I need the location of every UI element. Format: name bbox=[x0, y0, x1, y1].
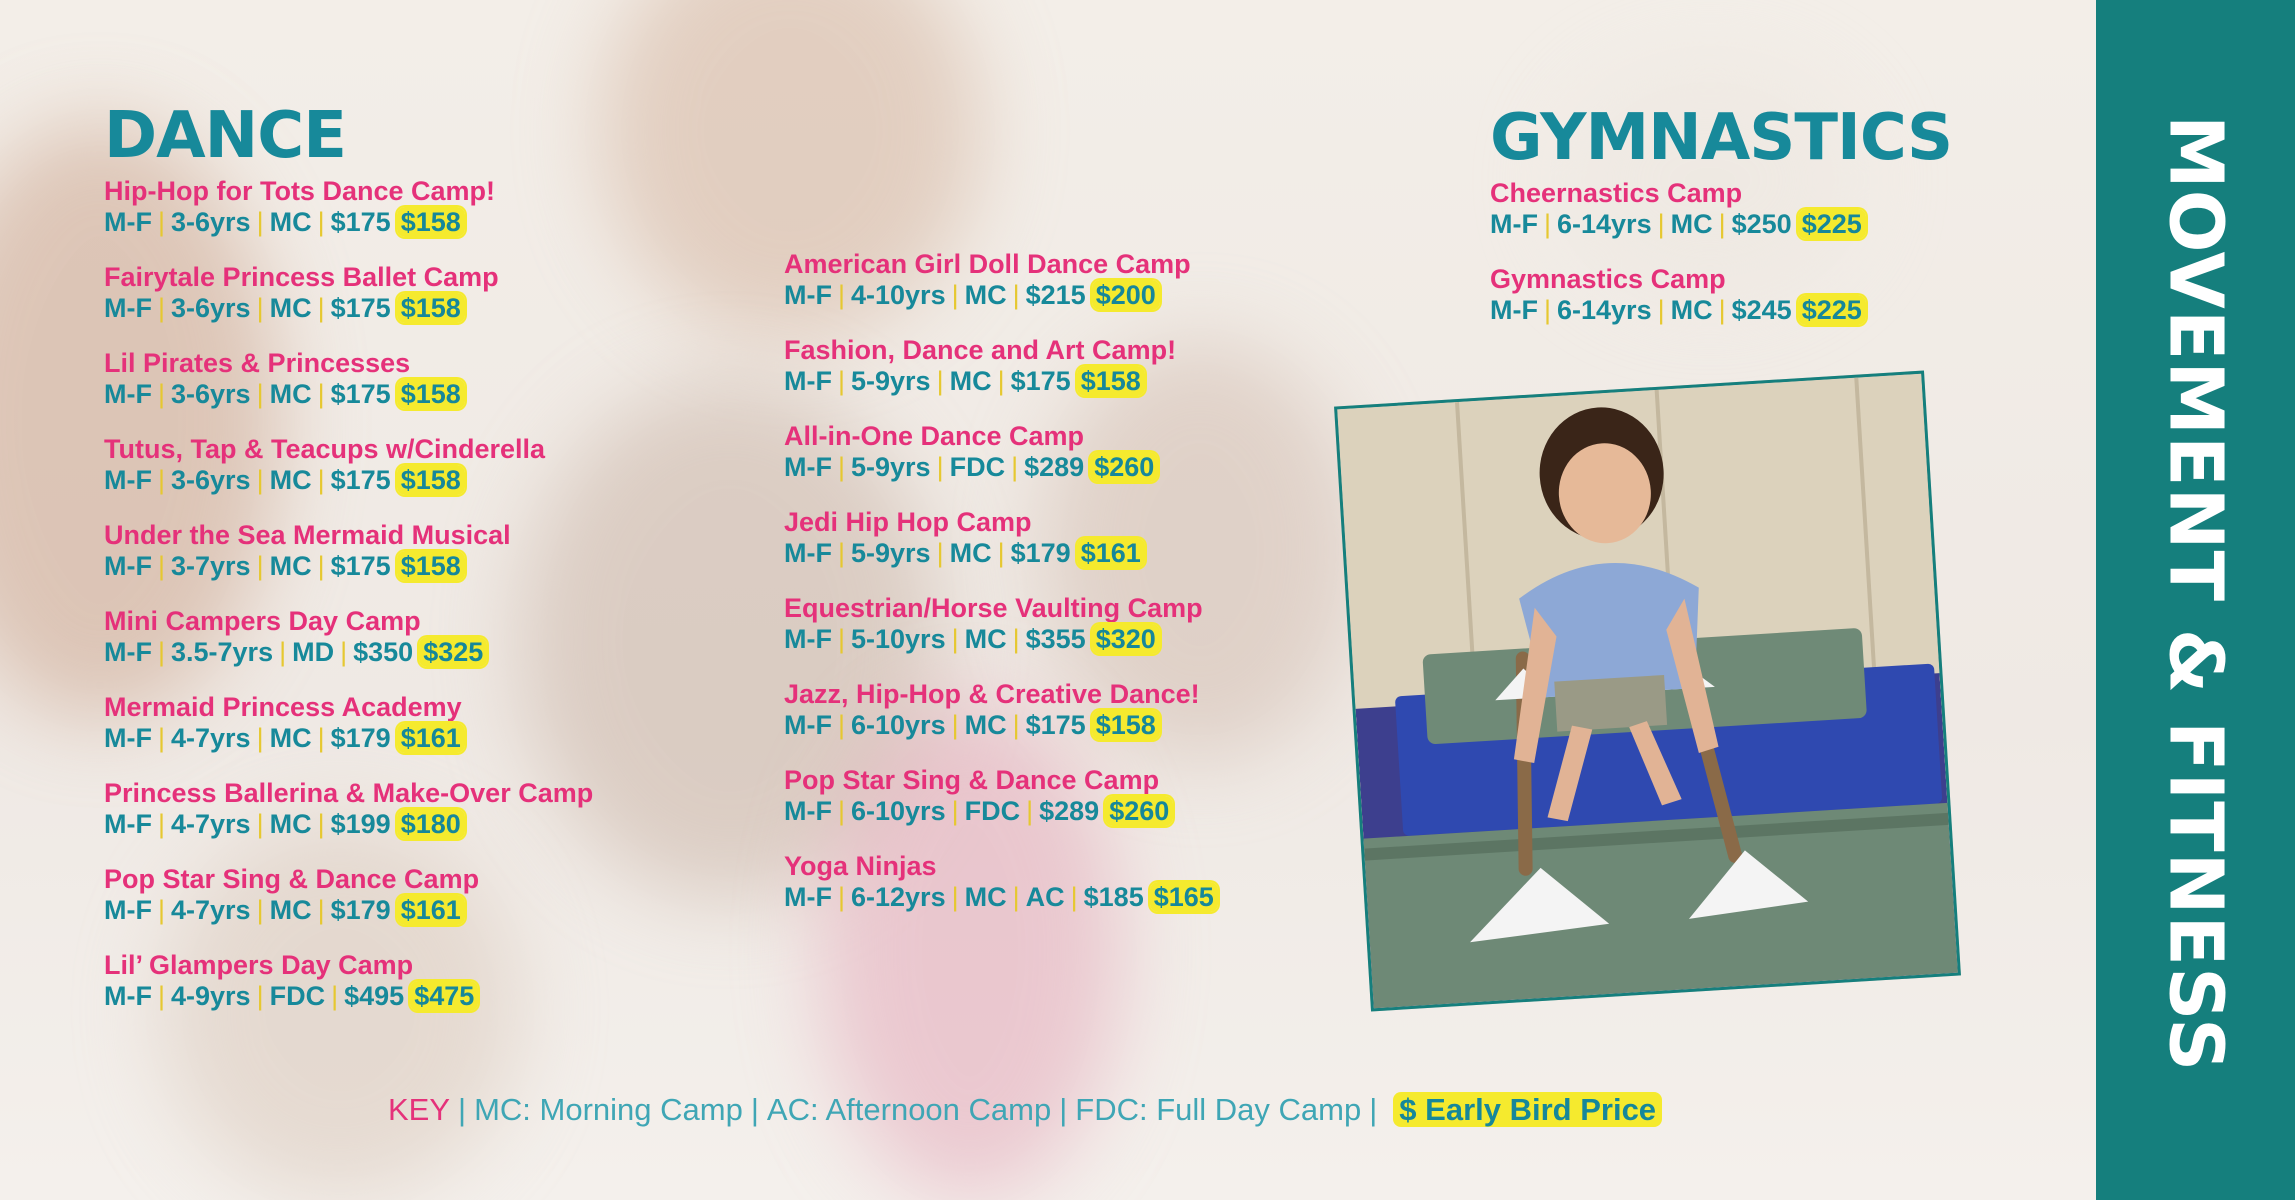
separator: | bbox=[256, 981, 264, 1011]
separator: | bbox=[157, 379, 165, 409]
camp-days: M-F bbox=[104, 207, 152, 237]
camp-details bbox=[784, 366, 1218, 397]
camp-days: M-F bbox=[104, 723, 152, 753]
camp-entry bbox=[104, 778, 593, 840]
separator: | bbox=[951, 882, 959, 912]
separator: | bbox=[157, 551, 165, 581]
separator: | bbox=[1718, 209, 1726, 239]
camp-entry bbox=[104, 864, 593, 926]
camp-days: M-F bbox=[784, 280, 832, 310]
dance-list-1 bbox=[104, 176, 593, 1012]
camp-price: $250 bbox=[1731, 209, 1792, 239]
camp-name: Jazz, Hip-Hop & Creative Dance! bbox=[784, 679, 1200, 709]
early-bird-price: $180 bbox=[397, 809, 465, 839]
camp-type: MC bbox=[949, 366, 992, 396]
camp-days: M-F bbox=[784, 624, 832, 654]
dance-column-2 bbox=[784, 249, 1218, 937]
separator: | bbox=[256, 723, 264, 753]
camp-name: Lil Pirates & Princesses bbox=[104, 348, 411, 378]
separator: | bbox=[1718, 295, 1726, 325]
camp-ages: 5-10yrs bbox=[851, 624, 946, 654]
camp-name: Tutus, Tap & Teacups w/Cinderella bbox=[104, 434, 546, 464]
separator: | bbox=[157, 293, 165, 323]
dance-heading: DANCE bbox=[104, 99, 346, 173]
separator: | bbox=[837, 710, 845, 740]
early-bird-price: $158 bbox=[397, 207, 465, 237]
camp-price: $215 bbox=[1025, 280, 1086, 310]
gymnastics-column bbox=[1490, 101, 1953, 350]
camp-ages: 3-6yrs bbox=[171, 465, 251, 495]
camp-entry bbox=[784, 679, 1218, 741]
camp-name: Pop Star Sing & Dance Camp bbox=[784, 765, 1160, 795]
camp-days: M-F bbox=[104, 981, 152, 1011]
camp-type: MC bbox=[269, 809, 312, 839]
gymnastics-photo bbox=[1334, 371, 1961, 1012]
camp-details bbox=[784, 538, 1218, 569]
camp-name: Fashion, Dance and Art Camp! bbox=[784, 335, 1177, 365]
separator: | bbox=[256, 895, 264, 925]
camp-name: All-in-One Dance Camp bbox=[784, 421, 1085, 451]
separator: | bbox=[157, 723, 165, 753]
gymnastics-heading: GYMNASTICS bbox=[1490, 101, 1953, 175]
early-bird-price: $325 bbox=[419, 637, 487, 667]
early-bird-price: $200 bbox=[1092, 280, 1160, 310]
early-bird-price: $260 bbox=[1090, 452, 1158, 482]
separator: | bbox=[157, 895, 165, 925]
separator: | bbox=[837, 624, 845, 654]
camp-ages: 3-6yrs bbox=[171, 293, 251, 323]
camp-price: $179 bbox=[330, 723, 391, 753]
camp-name: Yoga Ninjas bbox=[784, 851, 937, 881]
early-bird-price: $475 bbox=[410, 981, 478, 1011]
camp-type: MC bbox=[269, 379, 312, 409]
camp-details bbox=[104, 895, 593, 926]
camp-details bbox=[784, 280, 1218, 311]
separator: | bbox=[157, 981, 165, 1011]
camp-days: M-F bbox=[784, 796, 832, 826]
camp-type: MC bbox=[964, 710, 1007, 740]
separator: | bbox=[997, 538, 1005, 568]
camp-ages: 4-9yrs bbox=[171, 981, 251, 1011]
camp-name: American Girl Doll Dance Camp bbox=[784, 249, 1191, 279]
legend-key bbox=[388, 1092, 1662, 1128]
camp-ages: 4-7yrs bbox=[171, 895, 251, 925]
camp-price: $175 bbox=[330, 207, 391, 237]
key-ac: AC: Afternoon Camp bbox=[766, 1092, 1052, 1127]
camp-details bbox=[104, 809, 593, 840]
camp-entry bbox=[104, 606, 593, 668]
camp-type: MC bbox=[964, 280, 1007, 310]
key-separator: | bbox=[1059, 1092, 1068, 1127]
separator: | bbox=[837, 796, 845, 826]
separator: | bbox=[951, 280, 959, 310]
camp-days: M-F bbox=[784, 538, 832, 568]
camp-details bbox=[104, 551, 593, 582]
camp-entry bbox=[104, 950, 593, 1012]
camp-type: MC bbox=[269, 293, 312, 323]
category-sidebar bbox=[2096, 0, 2295, 1200]
separator: | bbox=[1026, 796, 1034, 826]
camp-type: MC bbox=[269, 465, 312, 495]
camp-entry bbox=[104, 348, 593, 410]
camp-ages: 5-9yrs bbox=[851, 452, 931, 482]
camp-ages: 6-12yrs bbox=[851, 882, 946, 912]
separator: | bbox=[157, 465, 165, 495]
separator: | bbox=[317, 379, 325, 409]
camp-name: Mermaid Princess Academy bbox=[104, 692, 462, 722]
camp-days: M-F bbox=[1490, 295, 1538, 325]
camp-type: FDC bbox=[964, 796, 1021, 826]
camp-type: MC bbox=[964, 624, 1007, 654]
separator: | bbox=[1012, 624, 1020, 654]
camp-ages: 4-7yrs bbox=[171, 809, 251, 839]
camp-name: Hip-Hop for Tots Dance Camp! bbox=[104, 176, 495, 206]
key-separator: | bbox=[750, 1092, 759, 1127]
camp-entry bbox=[104, 262, 593, 324]
camp-price: $289 bbox=[1024, 452, 1085, 482]
early-bird-price: $158 bbox=[397, 551, 465, 581]
camp-days: M-F bbox=[104, 465, 152, 495]
camp-price: $185 bbox=[1083, 882, 1144, 912]
camp-price: $495 bbox=[344, 981, 405, 1011]
camp-days: M-F bbox=[1490, 209, 1538, 239]
camp-entry bbox=[784, 507, 1218, 569]
camp-days: M-F bbox=[104, 895, 152, 925]
camp-price: $289 bbox=[1039, 796, 1100, 826]
separator: | bbox=[951, 624, 959, 654]
camp-details bbox=[104, 465, 593, 496]
early-bird-price: $161 bbox=[397, 723, 465, 753]
separator: | bbox=[951, 710, 959, 740]
camp-type2: AC bbox=[1025, 882, 1065, 912]
separator: | bbox=[157, 207, 165, 237]
camp-price: $245 bbox=[1731, 295, 1792, 325]
separator: | bbox=[1543, 209, 1551, 239]
separator: | bbox=[340, 637, 348, 667]
separator: | bbox=[837, 538, 845, 568]
camp-details bbox=[104, 293, 593, 324]
camp-name: Princess Ballerina & Make-Over Camp bbox=[104, 778, 594, 808]
camp-ages: 4-7yrs bbox=[171, 723, 251, 753]
camp-entry bbox=[784, 335, 1218, 397]
separator: | bbox=[256, 293, 264, 323]
camp-days: M-F bbox=[784, 366, 832, 396]
camp-price: $179 bbox=[330, 895, 391, 925]
separator: | bbox=[317, 809, 325, 839]
separator: | bbox=[256, 809, 264, 839]
camp-details bbox=[1490, 209, 1952, 240]
camp-entry bbox=[784, 249, 1218, 311]
camp-details bbox=[104, 723, 593, 754]
camp-entry bbox=[104, 692, 593, 754]
camp-type: MD bbox=[292, 637, 335, 667]
camp-days: M-F bbox=[104, 551, 152, 581]
separator: | bbox=[1012, 710, 1020, 740]
camp-days: M-F bbox=[104, 379, 152, 409]
camp-price: $175 bbox=[330, 551, 391, 581]
camp-entry bbox=[104, 434, 593, 496]
camp-ages: 3-7yrs bbox=[171, 551, 251, 581]
camp-type: MC bbox=[1670, 295, 1713, 325]
separator: | bbox=[1543, 295, 1551, 325]
sidebar-title: MOVEMENT & FITNESS bbox=[2152, 115, 2239, 1073]
separator: | bbox=[256, 379, 264, 409]
separator: | bbox=[936, 366, 944, 396]
camp-name: Cheernastics Camp bbox=[1490, 178, 1743, 208]
separator: | bbox=[317, 207, 325, 237]
key-separator: | bbox=[458, 1092, 467, 1127]
camp-details bbox=[104, 207, 593, 238]
separator: | bbox=[317, 465, 325, 495]
separator: | bbox=[1011, 452, 1019, 482]
camp-type: FDC bbox=[949, 452, 1006, 482]
camp-price: $175 bbox=[1025, 710, 1086, 740]
camp-price: $175 bbox=[330, 293, 391, 323]
dance-list-2 bbox=[784, 249, 1218, 913]
separator: | bbox=[157, 637, 165, 667]
camp-ages: 6-14yrs bbox=[1557, 295, 1652, 325]
camp-entry bbox=[104, 520, 593, 582]
camp-ages: 5-9yrs bbox=[851, 366, 931, 396]
camp-type: MC bbox=[964, 882, 1007, 912]
camp-name: Pop Star Sing & Dance Camp bbox=[104, 864, 480, 894]
separator: | bbox=[157, 809, 165, 839]
camp-days: M-F bbox=[104, 809, 152, 839]
camp-ages: 3-6yrs bbox=[171, 379, 251, 409]
early-bird-price: $158 bbox=[397, 293, 465, 323]
camp-ages: 3.5-7yrs bbox=[171, 637, 274, 667]
separator: | bbox=[317, 551, 325, 581]
camp-days: M-F bbox=[784, 452, 832, 482]
early-bird-price: $161 bbox=[397, 895, 465, 925]
camp-price: $199 bbox=[330, 809, 391, 839]
camp-name: Lil’ Glampers Day Camp bbox=[104, 950, 414, 980]
camp-name: Fairytale Princess Ballet Camp bbox=[104, 262, 499, 292]
camp-days: M-F bbox=[104, 293, 152, 323]
camp-entry bbox=[1490, 178, 1952, 240]
camp-details bbox=[1490, 295, 1952, 326]
early-bird-price: $165 bbox=[1150, 882, 1218, 912]
camp-entry bbox=[784, 421, 1218, 483]
separator: | bbox=[1012, 280, 1020, 310]
camp-name: Under the Sea Mermaid Musical bbox=[104, 520, 511, 550]
early-bird-price: $320 bbox=[1092, 624, 1160, 654]
separator: | bbox=[837, 452, 845, 482]
separator: | bbox=[951, 796, 959, 826]
key-label: KEY bbox=[388, 1092, 451, 1127]
camp-details bbox=[784, 710, 1218, 741]
camp-details bbox=[104, 379, 593, 410]
camp-price: $179 bbox=[1010, 538, 1071, 568]
separator: | bbox=[1657, 295, 1665, 325]
camp-details bbox=[104, 637, 593, 668]
separator: | bbox=[256, 207, 264, 237]
camp-type: MC bbox=[269, 207, 312, 237]
camp-entry bbox=[1490, 264, 1952, 326]
camp-days: M-F bbox=[784, 882, 832, 912]
camp-price: $175 bbox=[1010, 366, 1071, 396]
camp-type: MC bbox=[1670, 209, 1713, 239]
separator: | bbox=[837, 882, 845, 912]
early-bird-price: $225 bbox=[1798, 295, 1866, 325]
camp-ages: 6-14yrs bbox=[1557, 209, 1652, 239]
early-bird-price: $158 bbox=[397, 465, 465, 495]
child-on-parallel-bars-image bbox=[1337, 374, 1958, 1009]
camp-details bbox=[784, 796, 1218, 827]
camp-entry bbox=[784, 593, 1218, 655]
early-bird-price: $158 bbox=[397, 379, 465, 409]
separator: | bbox=[1657, 209, 1665, 239]
camp-type: MC bbox=[949, 538, 992, 568]
camp-details bbox=[784, 452, 1218, 483]
camp-price: $355 bbox=[1025, 624, 1086, 654]
separator: | bbox=[1012, 882, 1020, 912]
separator: | bbox=[837, 366, 845, 396]
camp-price: $175 bbox=[330, 379, 391, 409]
gymnastics-list bbox=[1490, 178, 1952, 326]
camp-name: Gymnastics Camp bbox=[1490, 264, 1726, 294]
separator: | bbox=[936, 452, 944, 482]
camp-name: Jedi Hip Hop Camp bbox=[784, 507, 1032, 537]
separator: | bbox=[279, 637, 287, 667]
camp-ages: 6-10yrs bbox=[851, 710, 946, 740]
separator: | bbox=[256, 551, 264, 581]
separator: | bbox=[317, 895, 325, 925]
separator: | bbox=[331, 981, 339, 1011]
separator: | bbox=[837, 280, 845, 310]
camp-type: MC bbox=[269, 551, 312, 581]
separator: | bbox=[936, 538, 944, 568]
camp-ages: 3-6yrs bbox=[171, 207, 251, 237]
camp-ages: 5-9yrs bbox=[851, 538, 931, 568]
key-fdc: FDC: Full Day Camp bbox=[1075, 1092, 1362, 1127]
camp-days: M-F bbox=[784, 710, 832, 740]
camp-days: M-F bbox=[104, 637, 152, 667]
separator: | bbox=[317, 293, 325, 323]
camp-name: Equestrian/Horse Vaulting Camp bbox=[784, 593, 1203, 623]
camp-type: FDC bbox=[269, 981, 326, 1011]
early-bird-price: $158 bbox=[1092, 710, 1160, 740]
separator: | bbox=[997, 366, 1005, 396]
camp-ages: 4-10yrs bbox=[851, 280, 946, 310]
camp-entry bbox=[784, 765, 1218, 827]
early-bird-price: $158 bbox=[1077, 366, 1145, 396]
separator: | bbox=[1070, 882, 1078, 912]
camp-price: $175 bbox=[330, 465, 391, 495]
key-early-bird: $ Early Bird Price bbox=[1393, 1092, 1662, 1127]
camp-ages: 6-10yrs bbox=[851, 796, 946, 826]
camp-details bbox=[784, 624, 1218, 655]
camp-details bbox=[784, 882, 1218, 913]
camp-entry bbox=[784, 851, 1218, 913]
early-bird-price: $260 bbox=[1105, 796, 1173, 826]
key-mc: MC: Morning Camp bbox=[474, 1092, 743, 1127]
camp-type: MC bbox=[269, 895, 312, 925]
early-bird-price: $161 bbox=[1077, 538, 1145, 568]
dance-column-1 bbox=[104, 99, 594, 1036]
camp-price: $350 bbox=[353, 637, 414, 667]
separator: | bbox=[317, 723, 325, 753]
camp-name: Mini Campers Day Camp bbox=[104, 606, 421, 636]
early-bird-price: $225 bbox=[1798, 209, 1866, 239]
camp-details bbox=[104, 981, 593, 1012]
camp-entry bbox=[104, 176, 593, 238]
key-separator: | bbox=[1369, 1092, 1378, 1127]
separator: | bbox=[256, 465, 264, 495]
camp-type: MC bbox=[269, 723, 312, 753]
